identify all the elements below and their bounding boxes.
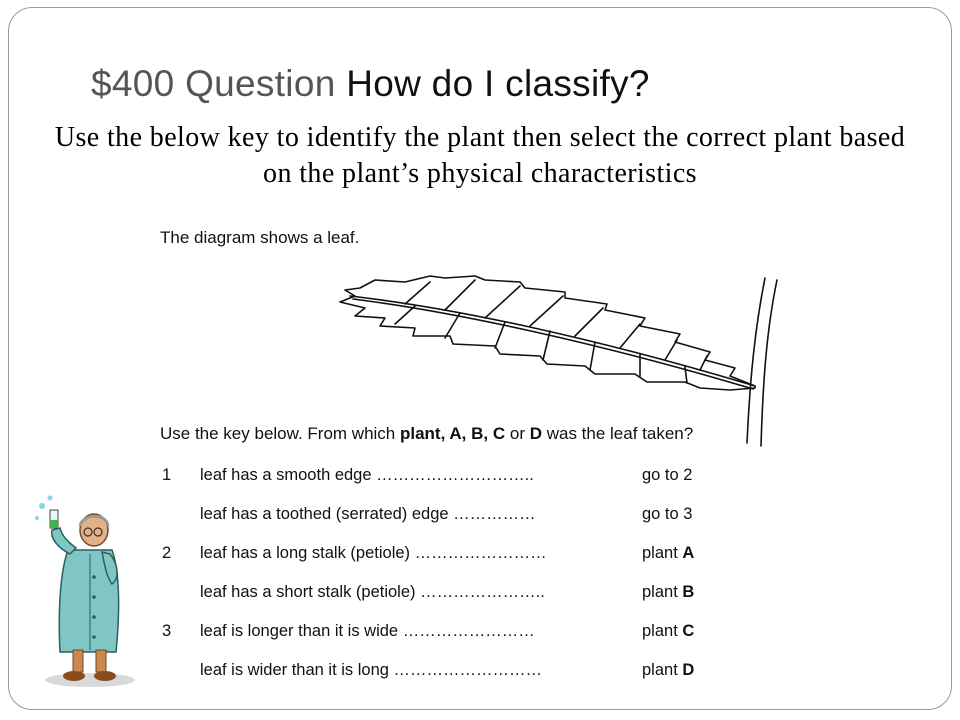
scientist-icon [28,492,138,692]
key-description: leaf has a short stalk (petiole) ………………….. [200,583,545,601]
diagram-caption: The diagram shows a leaf. [160,228,360,247]
key-result: go to 3 [642,505,693,523]
key-row [160,544,720,574]
key-row [160,505,720,535]
key-row [160,466,720,496]
title-prefix: $400 Question [91,63,336,104]
key-description: leaf has a toothed (serrated) edge …………… [200,505,536,523]
key-step-number: 2 [162,544,172,562]
key-result: plant C [642,622,695,640]
title-main: How do I classify? [346,63,650,104]
key-result: plant B [642,583,695,601]
key-row [160,661,720,691]
key-row [160,622,720,652]
key-step-number: 1 [162,466,172,484]
key-prompt: Use the key below. From which plant, A, B, C or D was the leaf taken? [160,424,694,443]
key-row [160,583,720,613]
question-panel [140,220,840,700]
key-description: leaf is longer than it is wide …………………… [200,622,535,640]
key-description: leaf has a smooth edge ……………………….. [200,466,534,484]
key-result: go to 2 [642,466,693,484]
key-step-number: 3 [162,622,172,640]
instructions-text: Use the below key to identify the plant then select the correct plant based on the plant’s physical characteristics [54,122,906,189]
key-description: leaf has a long stalk (petiole) …………………… [200,544,547,562]
slide-title [91,60,650,108]
key-result: plant A [642,544,695,562]
key-description: leaf is wider than it is long ……………………… [200,661,543,679]
key-result: plant D [642,661,695,679]
